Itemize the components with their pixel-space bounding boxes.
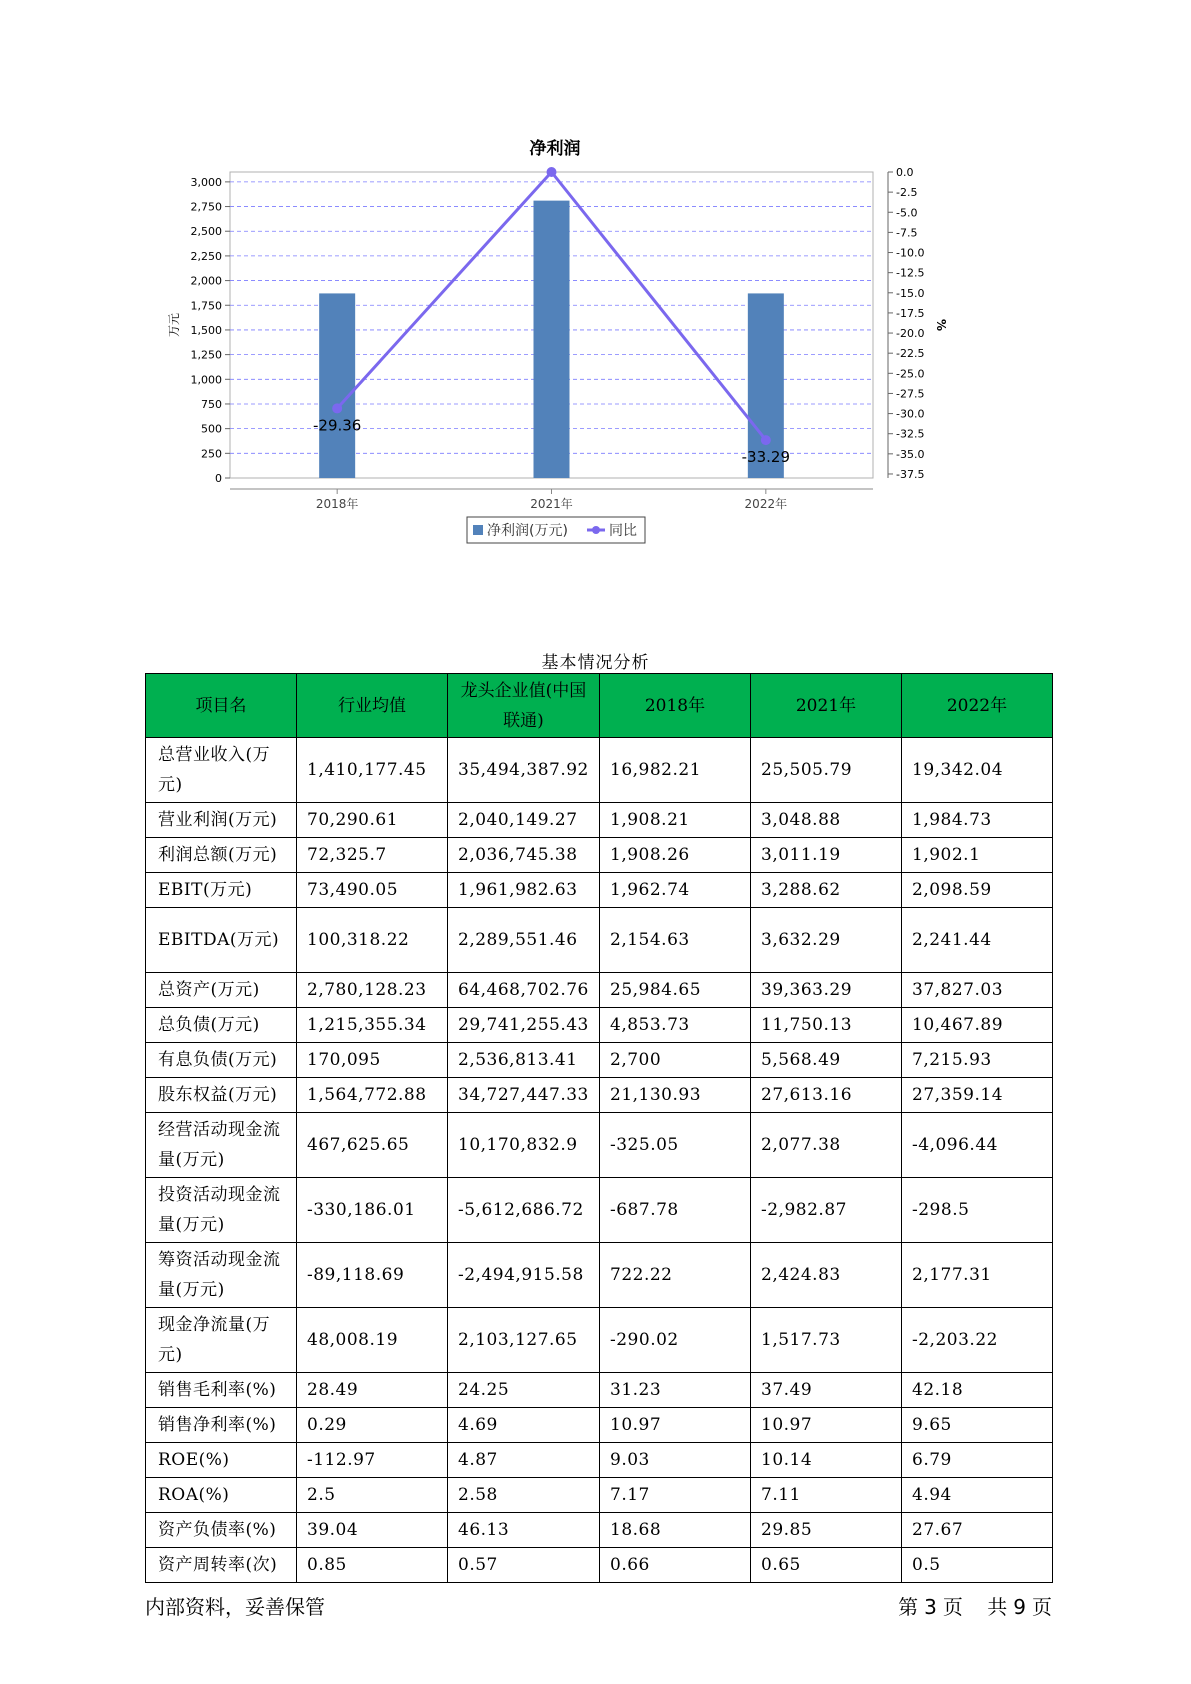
cell-item: EBIT(万元) xyxy=(146,873,297,908)
yoy-data-label: -29.36 xyxy=(312,416,362,435)
left-tick-label: 0 xyxy=(215,472,222,485)
x-tick-label: 2018年 xyxy=(315,497,359,511)
left-tick-label: 2,250 xyxy=(190,249,222,263)
legend-line-label: 同比 xyxy=(609,523,637,539)
left-tick-label: 1,250 xyxy=(190,348,222,362)
cell-y2018: 4,853.73 xyxy=(600,1008,751,1043)
cell-industry-avg: 73,490.05 xyxy=(297,873,448,908)
bar xyxy=(319,293,355,478)
cell-item: 有息负债(万元) xyxy=(146,1043,297,1078)
cell-leader: 2.58 xyxy=(448,1478,600,1513)
table-row xyxy=(146,1443,1053,1478)
right-tick-label: -32.5 xyxy=(896,427,925,441)
table-row xyxy=(146,1548,1053,1583)
total-prefix: 共 xyxy=(987,1595,1008,1619)
cell-industry-avg: 28.49 xyxy=(297,1373,448,1408)
x-tick-label: 2021年 xyxy=(530,497,573,511)
cell-y2018: 10.97 xyxy=(600,1408,751,1443)
header-leader: 龙头企业值(中国联通) xyxy=(448,674,600,738)
cell-item: 营业利润(万元) xyxy=(146,803,297,838)
cell-y2021: 10.97 xyxy=(751,1408,902,1443)
cell-industry-avg: -112.97 xyxy=(297,1443,448,1478)
cell-y2022: 27.67 xyxy=(902,1513,1053,1548)
cell-y2018: 722.22 xyxy=(600,1243,751,1308)
cell-leader: 4.87 xyxy=(448,1443,600,1478)
cell-y2021: 3,048.88 xyxy=(751,803,902,838)
cell-leader: 2,036,745.38 xyxy=(448,838,600,873)
table-row xyxy=(146,1513,1053,1548)
cell-y2022: 2,241.44 xyxy=(902,908,1053,973)
cell-y2022: 0.5 xyxy=(902,1548,1053,1583)
cell-y2018: -290.02 xyxy=(600,1308,751,1373)
header-item: 项目名 xyxy=(146,674,297,738)
cell-y2022: 42.18 xyxy=(902,1373,1053,1408)
cell-industry-avg: 70,290.61 xyxy=(297,803,448,838)
left-tick-label: 2,750 xyxy=(190,200,222,214)
left-tick-label: 1,500 xyxy=(190,323,222,337)
right-tick-label: -37.5 xyxy=(896,467,925,481)
cell-y2021: 0.65 xyxy=(751,1548,902,1583)
cell-y2018: 1,908.21 xyxy=(600,803,751,838)
cell-y2021: 3,011.19 xyxy=(751,838,902,873)
cell-leader: 2,103,127.65 xyxy=(448,1308,600,1373)
header-2018: 2018年 xyxy=(600,674,751,738)
cell-y2022: 7,215.93 xyxy=(902,1043,1053,1078)
left-tick-label: 1,000 xyxy=(190,373,222,387)
right-tick-label: 0.0 xyxy=(896,166,914,179)
cell-item: 现金净流量(万元) xyxy=(146,1308,297,1373)
cell-y2022: 2,098.59 xyxy=(902,873,1053,908)
cell-y2022: -2,203.22 xyxy=(902,1308,1053,1373)
table-row xyxy=(146,1373,1053,1408)
cell-y2022: 2,177.31 xyxy=(902,1243,1053,1308)
cell-industry-avg: -89,118.69 xyxy=(297,1243,448,1308)
table-row xyxy=(146,1308,1053,1373)
cell-y2018: 31.23 xyxy=(600,1373,751,1408)
cell-leader: 29,741,255.43 xyxy=(448,1008,600,1043)
left-tick-label: 2,500 xyxy=(190,225,222,239)
cell-y2022: 1,902.1 xyxy=(902,838,1053,873)
cell-industry-avg: 170,095 xyxy=(297,1043,448,1078)
right-tick-label: -30.0 xyxy=(896,407,925,421)
table-row xyxy=(146,738,1053,803)
cell-y2018: 2,700 xyxy=(600,1043,751,1078)
cell-y2022: 6.79 xyxy=(902,1443,1053,1478)
cell-leader: 24.25 xyxy=(448,1373,600,1408)
cell-leader: 34,727,447.33 xyxy=(448,1078,600,1113)
left-tick-label: 750 xyxy=(201,397,222,411)
cell-item: 总营业收入(万元) xyxy=(146,738,297,803)
page-prefix: 第 xyxy=(898,1595,919,1619)
cell-industry-avg: 1,215,355.34 xyxy=(297,1008,448,1043)
left-tick-label: 1,750 xyxy=(190,299,222,313)
cell-industry-avg: 2,780,128.23 xyxy=(297,973,448,1008)
right-tick-label: -27.5 xyxy=(896,387,925,401)
table-row xyxy=(146,1008,1053,1043)
cell-y2018: 7.17 xyxy=(600,1478,751,1513)
right-tick-label: -5.0 xyxy=(896,206,918,220)
table-row xyxy=(146,908,1053,973)
cell-y2022: 27,359.14 xyxy=(902,1078,1053,1113)
cell-y2018: 16,982.21 xyxy=(600,738,751,803)
cell-item: 投资活动现金流量(万元) xyxy=(146,1178,297,1243)
cell-y2021: -2,982.87 xyxy=(751,1178,902,1243)
cell-y2022: 4.94 xyxy=(902,1478,1053,1513)
cell-leader: 64,468,702.76 xyxy=(448,973,600,1008)
cell-y2018: 25,984.65 xyxy=(600,973,751,1008)
cell-y2022: -4,096.44 xyxy=(902,1113,1053,1178)
cell-industry-avg: 0.85 xyxy=(297,1548,448,1583)
cell-y2021: 27,613.16 xyxy=(751,1078,902,1113)
cell-y2021: 2,424.83 xyxy=(751,1243,902,1308)
left-axis-label: 万元 xyxy=(167,312,181,338)
left-tick-label: 3,000 xyxy=(190,175,222,189)
cell-item: 股东权益(万元) xyxy=(146,1078,297,1113)
total-pages: 9 xyxy=(1013,1595,1026,1619)
right-tick-label: -12.5 xyxy=(896,266,925,280)
net-profit-chart xyxy=(150,135,1050,600)
cell-y2022: -298.5 xyxy=(902,1178,1053,1243)
cell-item: 销售毛利率(%) xyxy=(146,1373,297,1408)
cell-y2018: -687.78 xyxy=(600,1178,751,1243)
cell-y2021: 3,632.29 xyxy=(751,908,902,973)
page-unit: 页 xyxy=(942,1595,963,1619)
table-row xyxy=(146,873,1053,908)
cell-item: 筹资活动现金流量(万元) xyxy=(146,1243,297,1308)
cell-item: 利润总额(万元) xyxy=(146,838,297,873)
cell-item: 总资产(万元) xyxy=(146,973,297,1008)
left-tick-label: 500 xyxy=(201,422,222,436)
header-2022: 2022年 xyxy=(902,674,1053,738)
cell-item: 销售净利率(%) xyxy=(146,1408,297,1443)
cell-leader: 2,289,551.46 xyxy=(448,908,600,973)
table-row xyxy=(146,803,1053,838)
header-2021: 2021年 xyxy=(751,674,902,738)
cell-y2022: 10,467.89 xyxy=(902,1008,1053,1043)
cell-y2018: 21,130.93 xyxy=(600,1078,751,1113)
cell-industry-avg: 100,318.22 xyxy=(297,908,448,973)
cell-y2021: 2,077.38 xyxy=(751,1113,902,1178)
cell-industry-avg: 1,564,772.88 xyxy=(297,1078,448,1113)
cell-y2021: 3,288.62 xyxy=(751,873,902,908)
total-unit: 页 xyxy=(1032,1595,1052,1619)
yoy-point xyxy=(547,167,557,177)
cell-item: ROA(%) xyxy=(146,1478,297,1513)
header-industry-avg: 行业均值 xyxy=(297,674,448,738)
cell-leader: 4.69 xyxy=(448,1408,600,1443)
cell-industry-avg: 48,008.19 xyxy=(297,1308,448,1373)
table-row xyxy=(146,973,1053,1008)
cell-y2022: 37,827.03 xyxy=(902,973,1053,1008)
cell-y2022: 1,984.73 xyxy=(902,803,1053,838)
legend-bar-label: 净利润(万元) xyxy=(487,523,568,539)
cell-leader: -5,612,686.72 xyxy=(448,1178,600,1243)
left-tick-label: 2,000 xyxy=(190,274,222,288)
cell-y2018: 18.68 xyxy=(600,1513,751,1548)
table-row xyxy=(146,1408,1053,1443)
cell-leader: 1,961,982.63 xyxy=(448,873,600,908)
cell-y2022: 9.65 xyxy=(902,1408,1053,1443)
right-tick-label: -20.0 xyxy=(896,327,925,341)
cell-item: 总负债(万元) xyxy=(146,1008,297,1043)
cell-industry-avg: 0.29 xyxy=(297,1408,448,1443)
yoy-point xyxy=(761,435,771,445)
table-caption: 基本情况分析 xyxy=(541,653,650,673)
cell-y2018: 0.66 xyxy=(600,1548,751,1583)
cell-item: EBITDA(万元) xyxy=(146,908,297,973)
right-tick-label: -25.0 xyxy=(896,367,925,381)
cell-leader: 2,040,149.27 xyxy=(448,803,600,838)
yoy-data-label: -33.29 xyxy=(741,448,791,467)
cell-y2021: 5,568.49 xyxy=(751,1043,902,1078)
cell-y2021: 1,517.73 xyxy=(751,1308,902,1373)
cell-industry-avg: 467,625.65 xyxy=(297,1113,448,1178)
table-row xyxy=(146,1043,1053,1078)
cell-leader: 10,170,832.9 xyxy=(448,1113,600,1178)
right-tick-label: -22.5 xyxy=(896,347,925,361)
table-row xyxy=(146,1178,1053,1243)
table-row xyxy=(146,1478,1053,1513)
cell-y2021: 7.11 xyxy=(751,1478,902,1513)
page-number: 3 xyxy=(924,1595,937,1619)
cell-y2018: 9.03 xyxy=(600,1443,751,1478)
cell-item: 资产负债率(%) xyxy=(146,1513,297,1548)
right-tick-label: -2.5 xyxy=(896,186,918,200)
cell-leader: -2,494,915.58 xyxy=(448,1243,600,1308)
cell-y2021: 25,505.79 xyxy=(751,738,902,803)
footer-confidential: 内部资料，妥善保管 xyxy=(145,1595,325,1619)
x-tick-label: 2022年 xyxy=(744,497,788,511)
right-tick-label: -17.5 xyxy=(896,306,925,320)
right-tick-label: -7.5 xyxy=(896,226,918,240)
basic-analysis-table xyxy=(145,673,1053,1583)
table-row xyxy=(146,1113,1053,1178)
table-header-row xyxy=(146,674,1053,738)
table-row xyxy=(146,1078,1053,1113)
left-tick-label: 250 xyxy=(201,447,222,461)
cell-y2018: 1,908.26 xyxy=(600,838,751,873)
footer-page-info xyxy=(892,1591,1052,1620)
right-axis-label: % xyxy=(934,318,948,332)
right-tick-label: -15.0 xyxy=(896,286,925,300)
cell-leader: 0.57 xyxy=(448,1548,600,1583)
cell-item: ROE(%) xyxy=(146,1443,297,1478)
bar xyxy=(534,201,570,478)
cell-y2022: 19,342.04 xyxy=(902,738,1053,803)
cell-industry-avg: 72,325.7 xyxy=(297,838,448,873)
legend-line-marker xyxy=(592,526,600,534)
cell-y2021: 10.14 xyxy=(751,1443,902,1478)
cell-industry-avg: 2.5 xyxy=(297,1478,448,1513)
cell-leader: 35,494,387.92 xyxy=(448,738,600,803)
cell-leader: 2,536,813.41 xyxy=(448,1043,600,1078)
cell-leader: 46.13 xyxy=(448,1513,600,1548)
cell-y2021: 29.85 xyxy=(751,1513,902,1548)
cell-industry-avg: 1,410,177.45 xyxy=(297,738,448,803)
cell-item: 经营活动现金流量(万元) xyxy=(146,1113,297,1178)
right-tick-label: -10.0 xyxy=(896,246,925,260)
table-row xyxy=(146,1243,1053,1308)
cell-industry-avg: -330,186.01 xyxy=(297,1178,448,1243)
cell-y2018: 1,962.74 xyxy=(600,873,751,908)
yoy-point xyxy=(332,403,342,413)
cell-industry-avg: 39.04 xyxy=(297,1513,448,1548)
chart-title: 净利润 xyxy=(529,139,581,159)
cell-y2018: 2,154.63 xyxy=(600,908,751,973)
table-row xyxy=(146,838,1053,873)
right-tick-label: -35.0 xyxy=(896,447,925,461)
cell-item: 资产周转率(次) xyxy=(146,1548,297,1583)
cell-y2021: 11,750.13 xyxy=(751,1008,902,1043)
cell-y2021: 37.49 xyxy=(751,1373,902,1408)
cell-y2018: -325.05 xyxy=(600,1113,751,1178)
cell-y2021: 39,363.29 xyxy=(751,973,902,1008)
legend-bar-swatch xyxy=(473,525,483,535)
